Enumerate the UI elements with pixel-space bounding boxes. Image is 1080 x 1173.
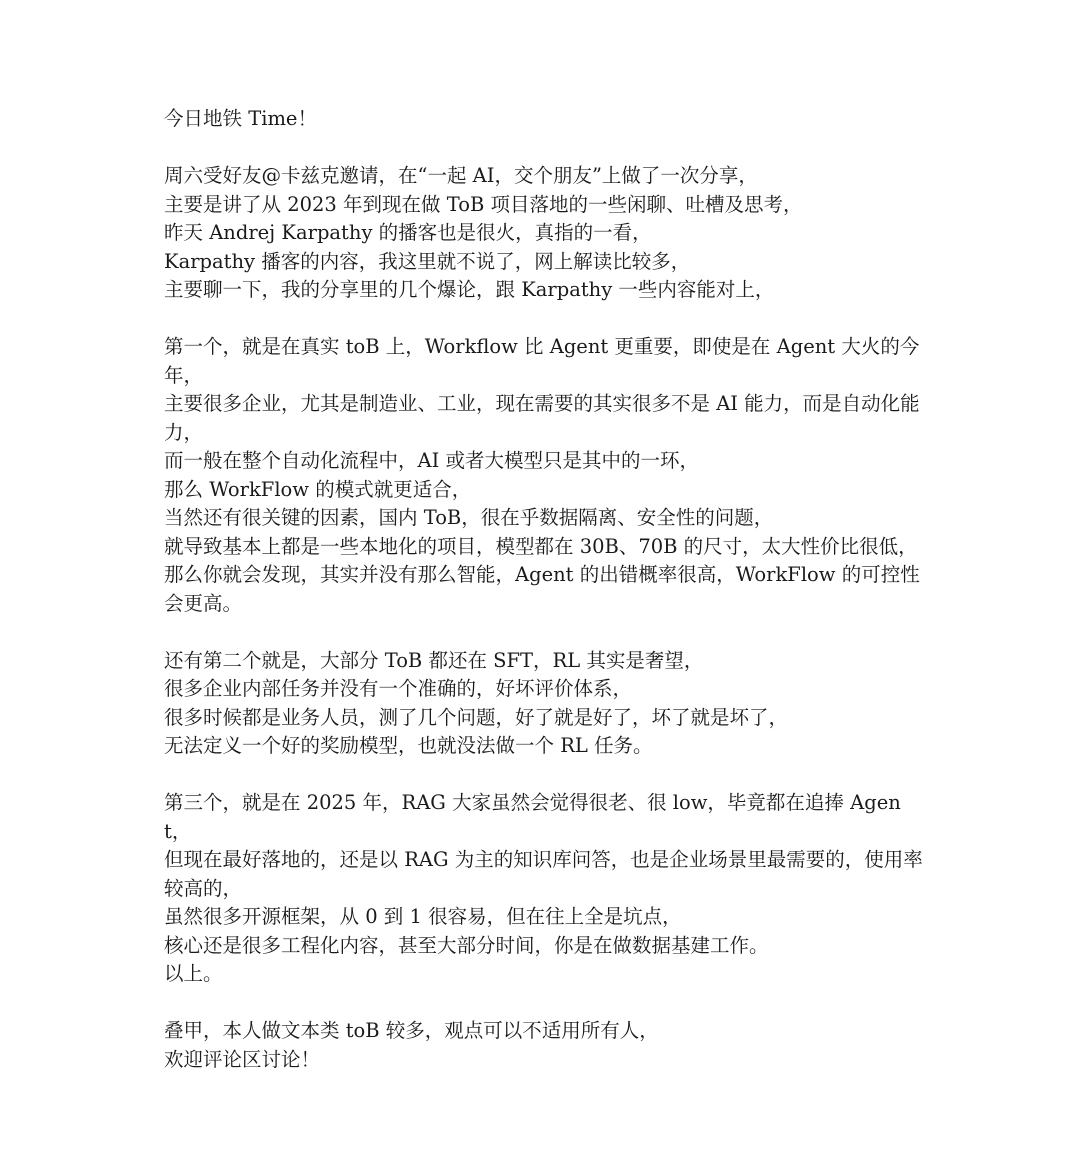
text-line: 叠甲，本人做文本类 toB 较多，观点可以不适用所有人， [164,1019,659,1042]
text-line: 那么你就会发现，其实并没有那么智能，Agent 的出错概率很高，WorkFlow 的可控性会更高。 [164,563,920,615]
text-line: Karpathy 播客的内容，我这里就不说了，网上解读比较多， [164,249,691,273]
text-line: 虽然很多开源框架，从 0 到 1 很容易，但在往上全是坑点， [164,905,682,928]
paragraph-point-two [164,647,924,761]
paragraph-closing [164,1017,924,1074]
text-line: 而一般在整个自动化流程中，AI 或者大模型只是其中的一环， [164,449,699,472]
text-line: 很多时候都是业务人员，测了几个问题，好了就是好了，坏了就是坏了， [164,705,789,729]
text-line: 昨天 Andrej Karpathy 的播客也是很火，真指的一看， [164,221,652,244]
text-line: 还有第二个就是，大部分 ToB 都还在 SFT，RL 其实是奢望， [164,648,704,672]
text-line: 主要很多企业，尤其是制造业、工业，现在需要的其实很多不是 AI 能力，而是自动化能力， [164,392,920,444]
paragraph-point-one [164,333,924,618]
text-line: 主要是讲了从 2023 年到现在做 ToB 项目落地的一些闲聊、吐槽及思考， [164,192,803,216]
text-line: 很多企业内部任务并没有一个准确的，好坏评价体系， [164,677,633,700]
paragraph-point-three [164,789,924,989]
text-line: 今日地铁 Time！ [164,107,317,130]
text-line: 主要聊一下，我的分享里的几个爆论，跟 Karpathy 一些内容能对上， [164,278,775,301]
paragraph-intro [164,105,924,134]
document-body [164,105,924,1074]
text-line: 欢迎评论区讨论！ [164,1047,321,1071]
paragraph-context [164,162,924,305]
text-line: 核心还是很多工程化内容，甚至大部分时间，你是在做数据基建工作。 [164,933,769,957]
text-line: 以上。 [164,962,223,985]
text-line: 就导致基本上都是一些本地化的项目，模型都在 30B、70B 的尺寸，太大性价比很低， [164,534,918,558]
text-line: 那么 WorkFlow 的模式就更适合， [164,477,472,501]
text-line: 周六受好友@卡兹克邀请，在“一起 AI，交个朋友”上做了一次分享， [164,164,758,187]
text-line: 但现在最好落地的，还是以 RAG 为主的知识库问答，也是企业场景里最需要的，使用率较高的， [164,848,923,900]
text-line: 无法定义一个好的奖励模型，也就没法做一个 RL 任务。 [164,734,653,757]
text-line: 当然还有很关键的因素，国内 ToB，很在乎数据隔离、安全性的问题， [164,506,774,529]
text-line: 第三个，就是在 2025 年，RAG 大家虽然会觉得很老、很 low，毕竟都在追捧 Agent， [164,791,901,843]
text-line: 第一个，就是在真实 toB 上，Workflow 比 Agent 更重要，即使是在 Agent 大火的今年， [164,335,920,387]
